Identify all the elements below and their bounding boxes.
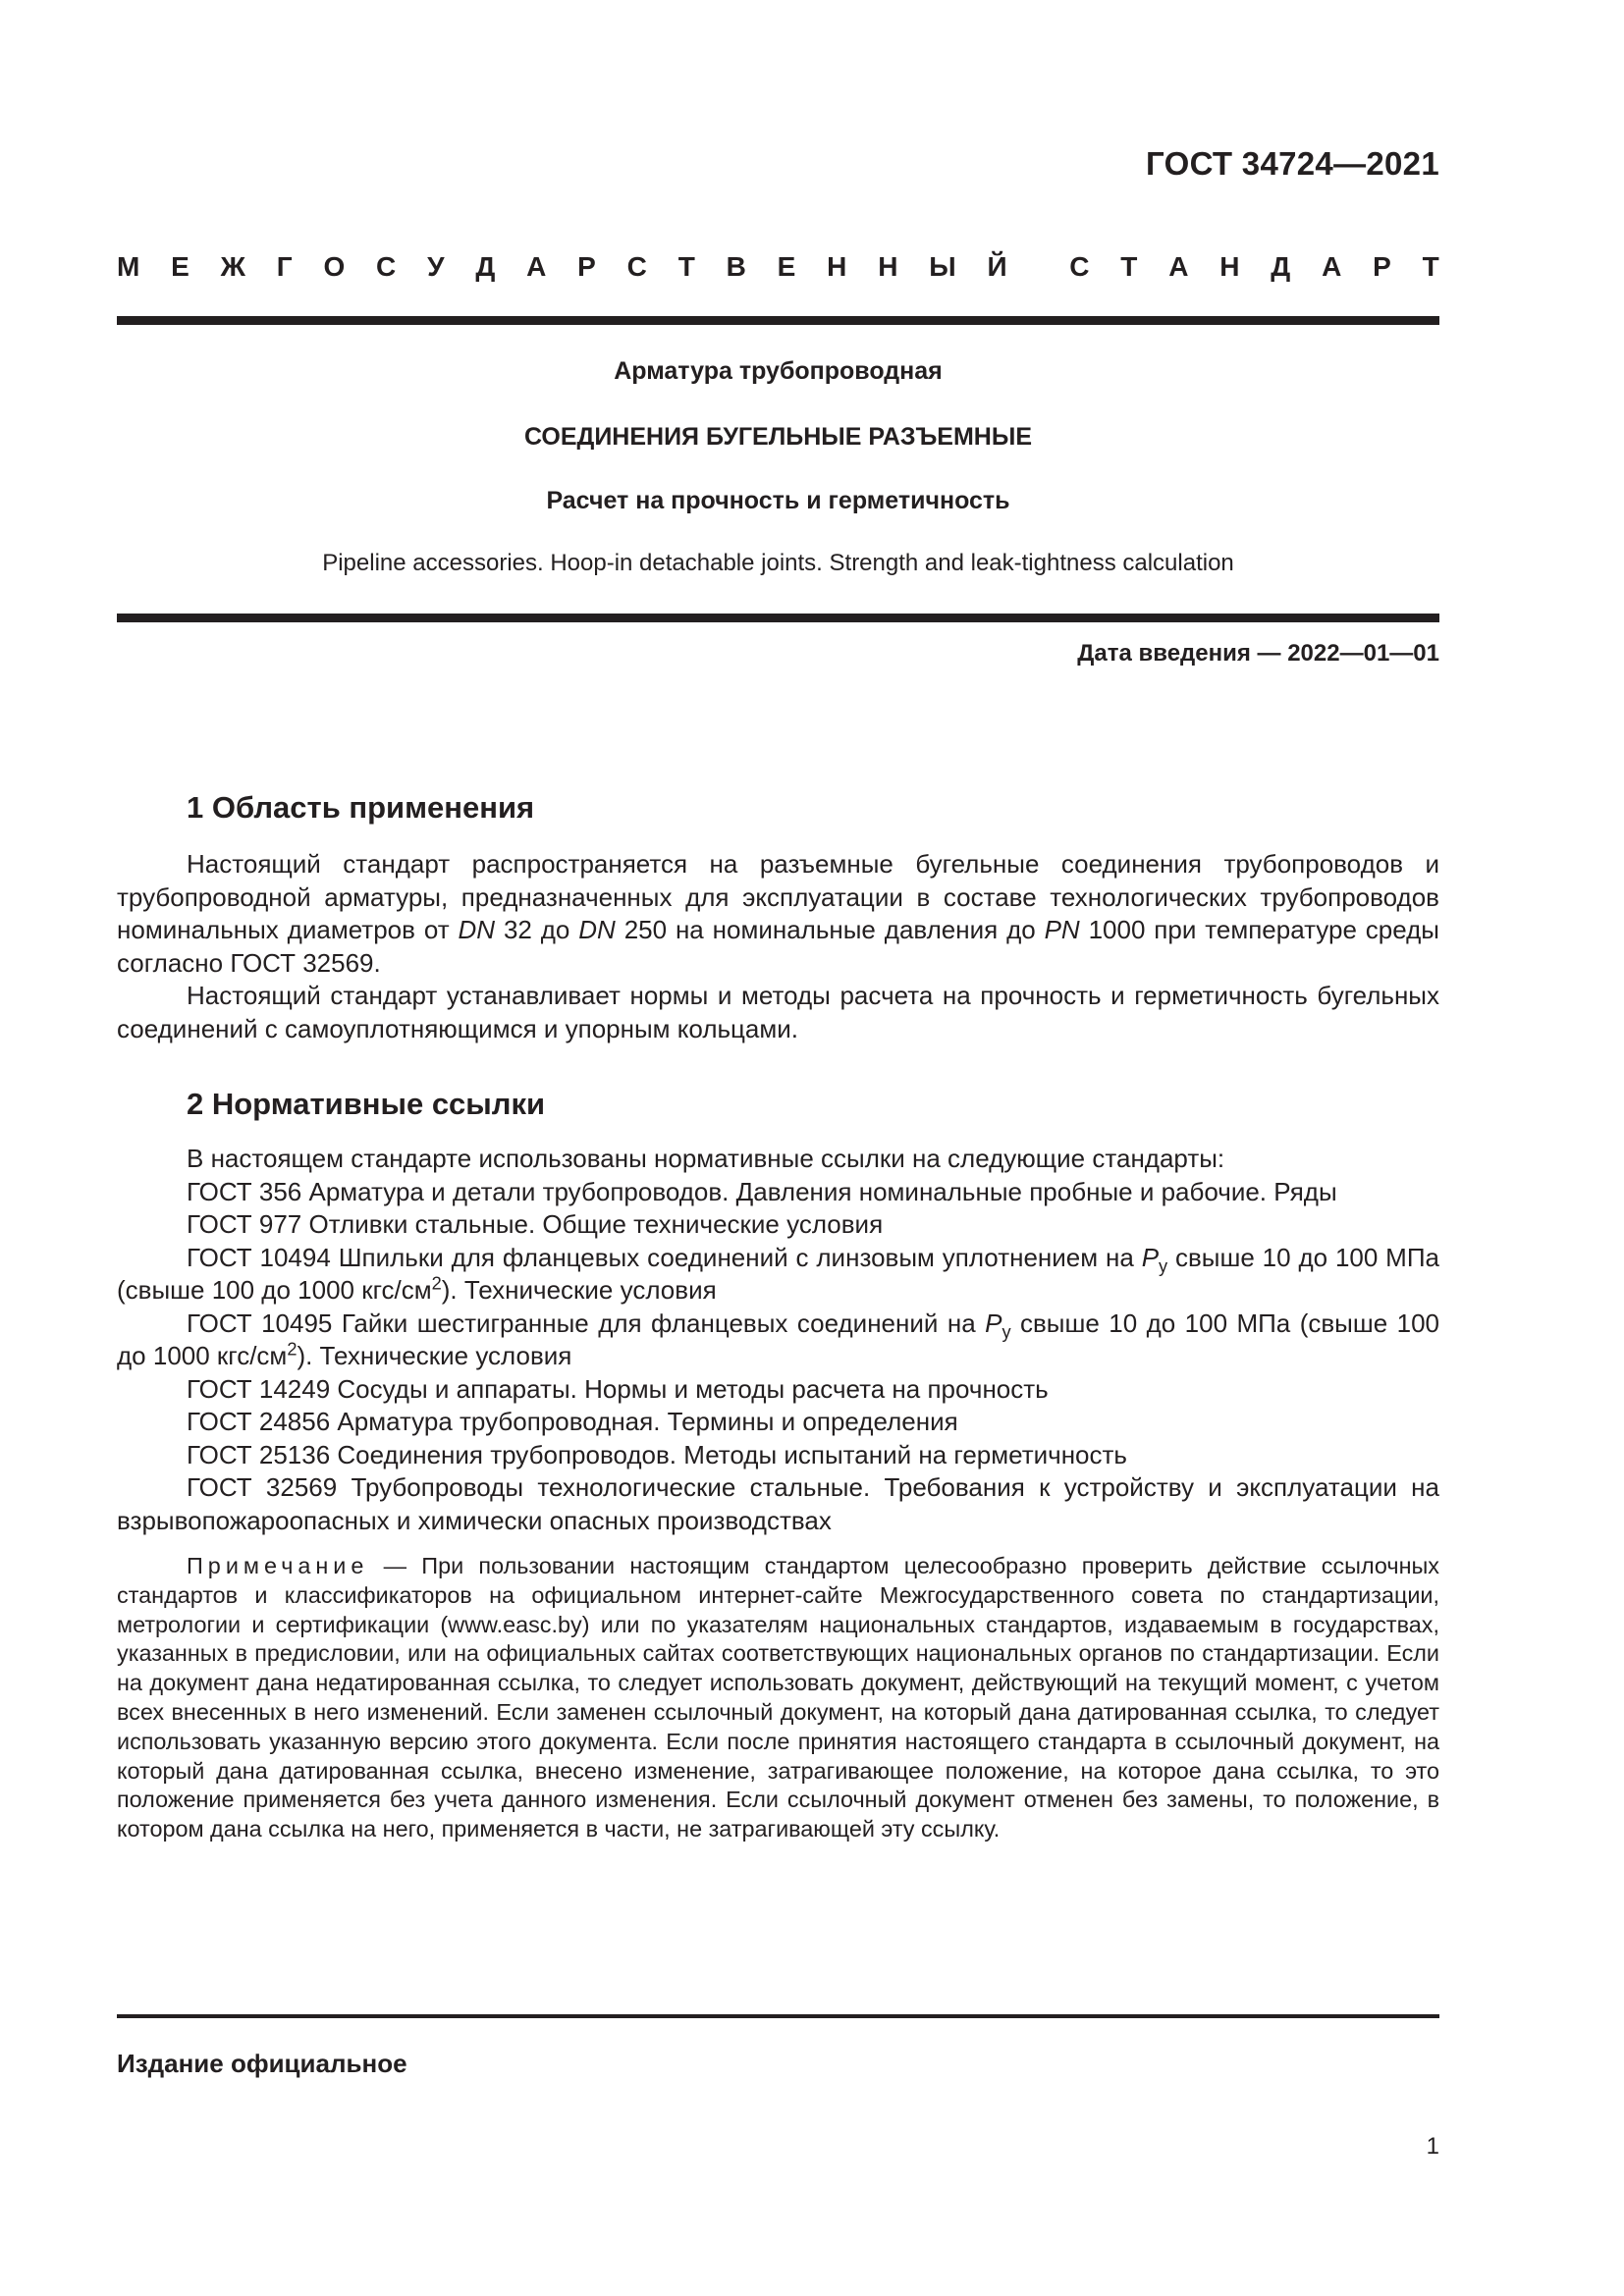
reference-item — [117, 1208, 1439, 1242]
superscript: 2 — [287, 1339, 298, 1360]
reference-code: ГОСТ 977 — [187, 1209, 302, 1239]
note-text: — При пользовании настоящим стандартом целесообразно проверить действие ссылочных стандартов и классификаторов на официальном интернет-сайте Межгосударственного совета по стандартизации, метрологии и сертификации (www.easc.by) или по указателям национальных стандартов, издаваемым в государствах, указанных в предисловии, или на официальных сайтах соответствующих национальных органов по стандартизации. Если на документ дана недатированная ссылка, то следует использовать документ, действующий на текущий момент, с учетом всех внесенных в него изменений. Если заменен ссылочный документ, на который дана датированная ссылка, то следует использовать указанную версию этого документа. Если после принятия настоящего стандарта в ссылочный документ, на который дана датированная ссылка, внесено изменение, затрагивающее положение, на которое дана ссылка, то это положение применяется без учета данного изменения. Если ссылочный документ отменен без замены, то положение, в котором дана ссылка на него, применяется в части, не затрагивающей эту ссылку. — [117, 1553, 1439, 1842]
document-title-line-3: Расчет на прочность и герметичность — [546, 487, 1010, 514]
banner-letter: Н — [827, 251, 847, 282]
text-run: Настоящий стандарт распространяется на разъемные бугельные соединения трубопроводов и трубопроводной арматуры, предназначенных для эксплуатации в составе технологических трубопроводов номинальных диаметров от — [117, 849, 1439, 944]
banner-letter: С — [376, 251, 397, 282]
footer-divider — [117, 2014, 1439, 2018]
reference-item — [117, 1242, 1439, 1308]
banner-letter: А — [1322, 251, 1342, 282]
references-intro: В настоящем стандарте использованы нормативные ссылки на следующие стандарты: — [187, 1144, 1225, 1173]
reference-item — [117, 1308, 1439, 1373]
text-run: 1000 при температуре среды согласно ГОСТ 32569. — [117, 915, 1439, 978]
banner-letter: У — [427, 251, 445, 282]
pressure-subscript: у — [1001, 1321, 1011, 1342]
reference-item — [117, 1439, 1439, 1472]
reference-title: ). Технические условия — [441, 1275, 717, 1305]
banner-letter: М — [117, 251, 140, 282]
document-title-english: Pipeline accessories. Hoop-in detachable joints. Strength and leak-tightness calculation — [322, 550, 1234, 576]
reference-title: Арматура трубопроводная. Термины и определения — [337, 1407, 958, 1436]
reference-item — [117, 1176, 1439, 1209]
banner-letter: Р — [1373, 251, 1391, 282]
reference-item — [117, 1406, 1439, 1439]
banner-letter: Д — [475, 251, 496, 282]
section-1-body — [117, 848, 1439, 1045]
reference-title: свыше 10 до 100 МПа (свыше 100 до 1000 кгс/см — [117, 1242, 1439, 1305]
reference-code: ГОСТ 356 — [187, 1176, 302, 1206]
pn-symbol: PN — [1044, 915, 1080, 944]
reference-title: свыше 10 до 100 МПа (свыше 100 до 1000 кгс/см — [117, 1308, 1439, 1370]
interstate-standard-banner — [117, 251, 1439, 283]
reference-code: ГОСТ 32569 — [187, 1472, 338, 1502]
banner-letter: Ы — [929, 251, 956, 282]
reference-title: Сосуды и аппараты. Нормы и методы расчета на прочность — [337, 1373, 1049, 1404]
top-divider — [117, 316, 1439, 325]
section-1-paragraph: Настоящий стандарт устанавливает нормы и методы расчета на прочность и герметичность бугельных соединений с самоуплотняющимся и упорным кольцами. — [117, 981, 1439, 1043]
banner-letter: Д — [1271, 251, 1291, 282]
reference-title: Отливки стальные. Общие технические условия — [308, 1209, 884, 1239]
banner-letter: Н — [878, 251, 898, 282]
section-2-body — [117, 1143, 1439, 1537]
note-paragraph — [117, 1552, 1439, 1844]
reference-code: ГОСТ 10495 — [187, 1308, 333, 1338]
banner-letter: Е — [171, 251, 189, 282]
banner-letter: Н — [1219, 251, 1240, 282]
reference-code: ГОСТ 25136 — [187, 1439, 331, 1469]
dn-symbol: DN — [458, 915, 496, 944]
banner-letter: Т — [677, 251, 695, 282]
dn-symbol: DN — [578, 915, 616, 944]
pressure-subscript: у — [1159, 1255, 1168, 1276]
banner-letter: В — [726, 251, 746, 282]
reference-item — [117, 1471, 1439, 1537]
banner-letter: С — [626, 251, 647, 282]
document-title-line-1: Арматура трубопроводная — [614, 357, 943, 385]
banner-letter: Г — [276, 251, 293, 282]
banner-letter: С — [1069, 251, 1090, 282]
section-1-paragraph — [117, 848, 1439, 980]
reference-code: ГОСТ 14249 — [187, 1373, 331, 1404]
pressure-symbol: P — [1141, 1242, 1160, 1272]
banner-letter: А — [1168, 251, 1189, 282]
text-run: 250 на номинальные давления до — [615, 915, 1045, 944]
banner-letter: Т — [1120, 251, 1138, 282]
reference-title: ). Технические условия — [297, 1341, 572, 1370]
banner-letter: Р — [577, 251, 596, 282]
edition-label: Издание официальное — [117, 2049, 407, 2078]
title-divider — [117, 614, 1439, 622]
banner-letter: Е — [777, 251, 796, 282]
banner-letter: Т — [1422, 251, 1439, 282]
section-2-heading: 2 Нормативные ссылки — [187, 1087, 546, 1121]
banner-letter: А — [526, 251, 547, 282]
banner-letter: Ж — [220, 251, 245, 282]
document-title-line-2: СОЕДИНЕНИЯ БУГЕЛЬНЫЕ РАЗЪЕМНЫЕ — [523, 423, 1033, 451]
superscript: 2 — [431, 1273, 442, 1294]
reference-title: Трубопроводы технологические стальные. Требования к устройству и эксплуатации на взрывопожароопасных и химически опасных производствах — [117, 1472, 1439, 1535]
pressure-symbol: P — [985, 1308, 1002, 1338]
text-run: 32 до — [495, 915, 579, 944]
note-label: Примечание — [187, 1553, 369, 1578]
section-1-heading: 1 Область применения — [187, 790, 535, 825]
reference-code: ГОСТ 10494 — [187, 1242, 331, 1272]
reference-title: Соединения трубопроводов. Методы испытаний на герметичность — [337, 1439, 1127, 1469]
banner-letter: О — [323, 251, 346, 282]
note-block — [117, 1552, 1439, 1844]
reference-title: Шпильки для фланцевых соединений с линзовым уплотнением на — [338, 1242, 1142, 1272]
standard-number: ГОСТ 34724—2021 — [1146, 145, 1439, 182]
reference-item — [117, 1373, 1439, 1407]
banner-letter: Й — [987, 251, 1007, 282]
introduction-date: Дата введения — 2022—01—01 — [1077, 640, 1439, 667]
page-number: 1 — [1426, 2133, 1439, 2160]
reference-code: ГОСТ 24856 — [187, 1407, 331, 1436]
reference-title: Арматура и детали трубопроводов. Давления номинальные пробные и рабочие. Ряды — [308, 1176, 1337, 1206]
reference-title: Гайки шестигранные для фланцевых соединений на — [341, 1308, 986, 1338]
